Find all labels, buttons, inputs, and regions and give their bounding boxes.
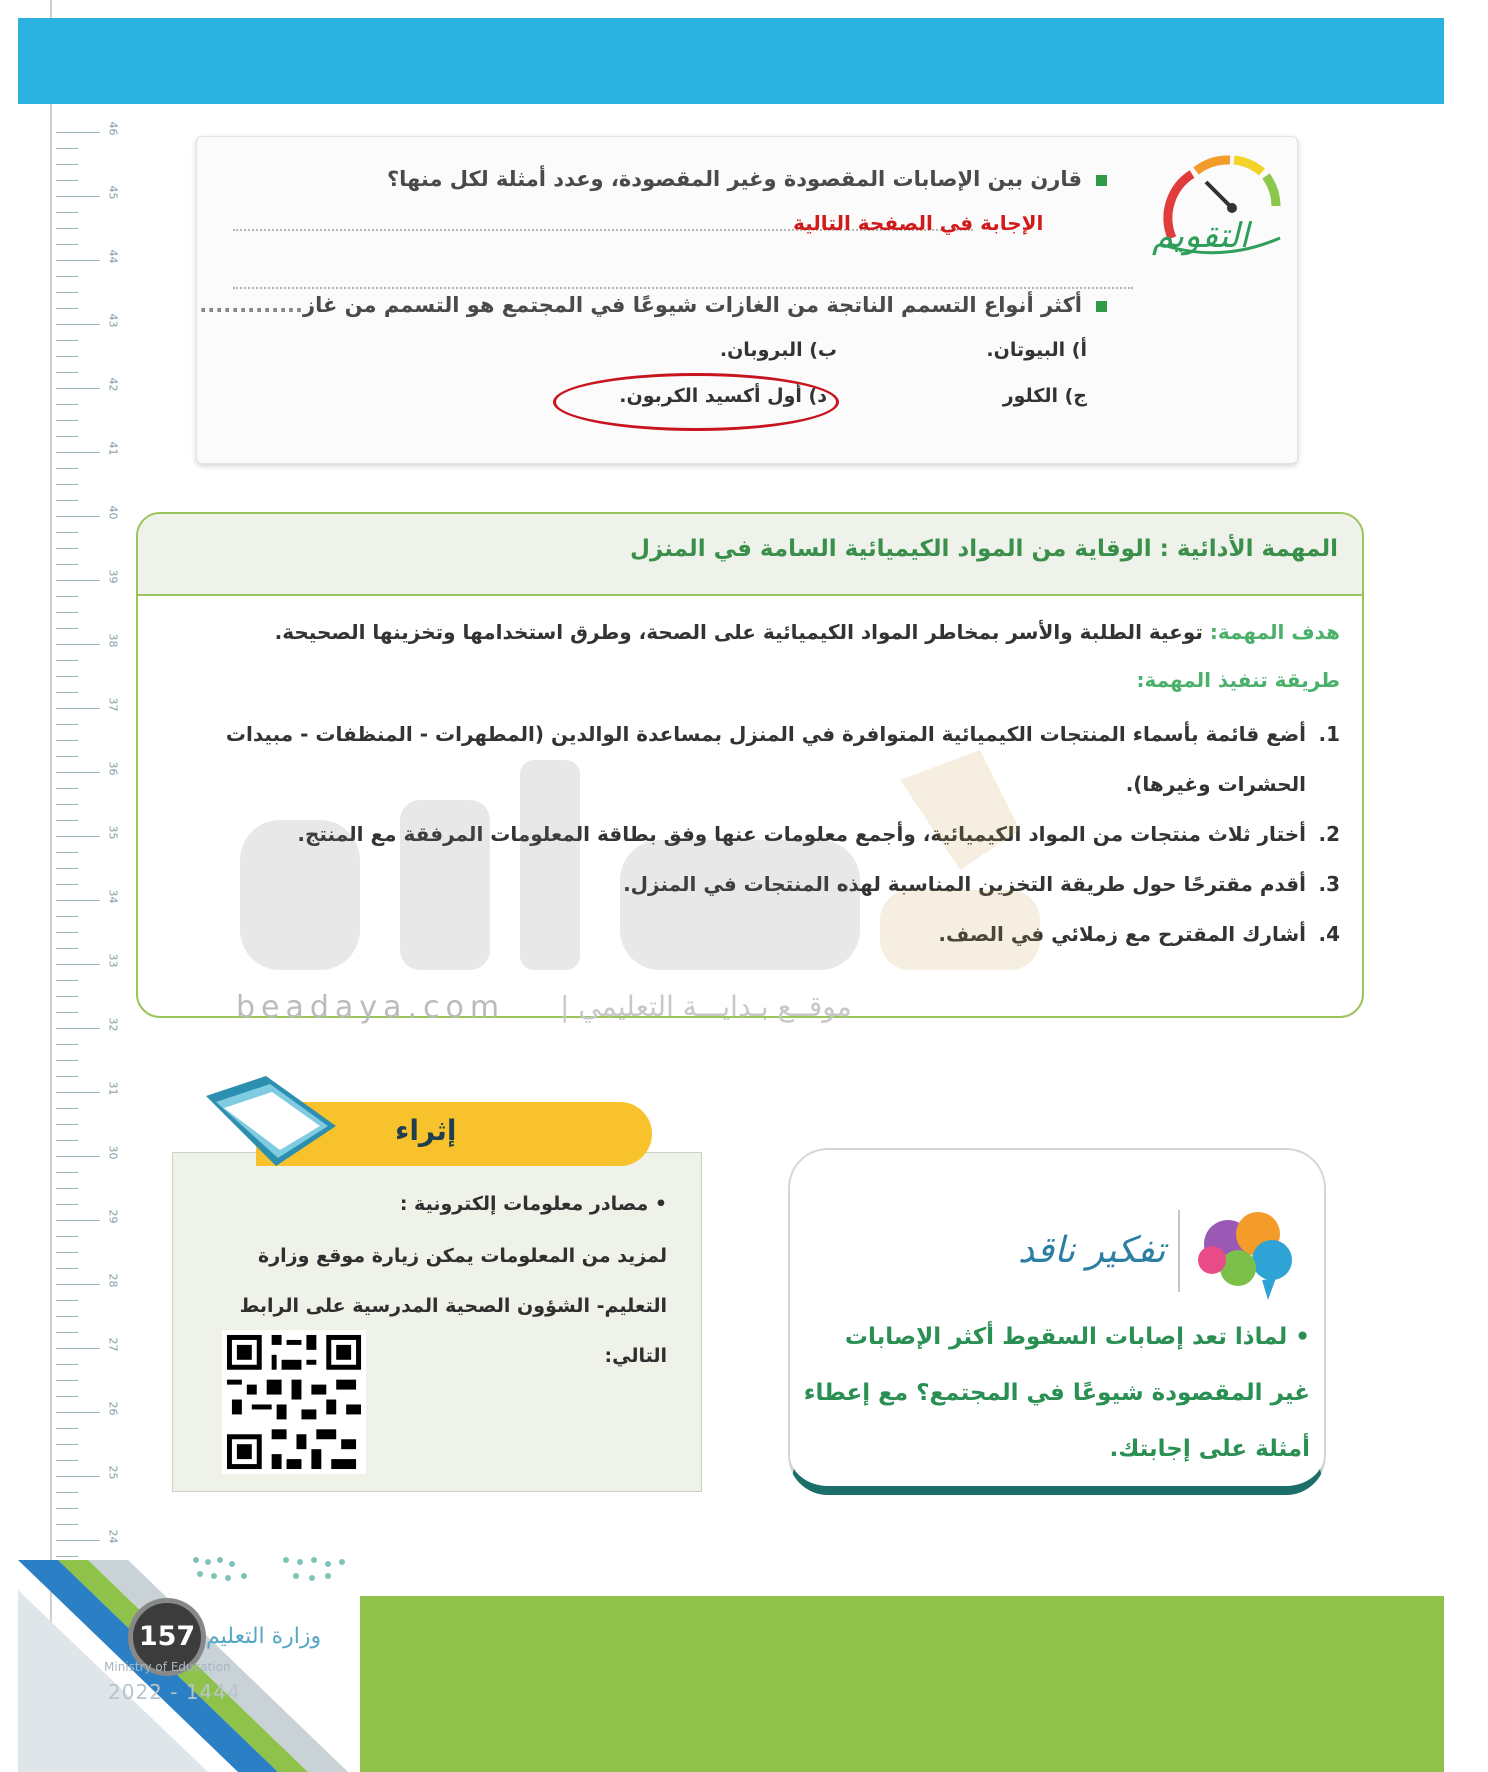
- ruler-number: 28: [106, 1273, 120, 1288]
- ruler-tick: [56, 276, 78, 277]
- ruler-tick: [56, 1236, 78, 1237]
- page-ruler: [56, 110, 126, 1550]
- ruler-tick: [56, 1540, 100, 1541]
- ruler-tick: [56, 164, 78, 165]
- ruler-tick: [56, 964, 100, 965]
- ruler-tick: [56, 804, 78, 805]
- ruler-tick: [56, 1492, 78, 1493]
- ruler-tick: [56, 900, 100, 901]
- vision-logo-icon: [186, 1550, 356, 1596]
- ruler-tick: [56, 1476, 100, 1477]
- assessment-question-2: أكثر أنواع التسمم الناتجة من الغازات شيوعًا في المجتمع هو التسمم من غاز.............: [199, 293, 1107, 317]
- ruler-tick: [56, 772, 100, 773]
- ruler-number: 46: [106, 121, 120, 136]
- square-bullet-icon: [1096, 175, 1107, 186]
- ruler-number: 38: [106, 633, 120, 648]
- ruler-number: 43: [106, 313, 120, 328]
- ruler-tick: [56, 180, 78, 181]
- ruler-tick: [56, 308, 78, 309]
- ruler-tick: [56, 340, 78, 341]
- ruler-tick: [56, 580, 100, 581]
- ruler-tick: [56, 1092, 100, 1093]
- ruler-tick: [56, 372, 78, 373]
- ruler-tick: [56, 1332, 78, 1333]
- ruler-tick: [56, 1252, 78, 1253]
- task-goal-label: هدف المهمة:: [1209, 620, 1340, 644]
- task-step-continued: الحشرات وغيرها).: [1125, 772, 1306, 796]
- assessment-box: [196, 136, 1298, 464]
- ruler-tick: [56, 1108, 78, 1109]
- ruler-tick: [56, 1060, 78, 1061]
- top-banner: [18, 18, 1444, 104]
- ruler-tick: [56, 260, 100, 261]
- footer-band: [360, 1596, 1444, 1772]
- enrichment-title: إثراء: [395, 1114, 457, 1147]
- option-a: أ) البيوتان.: [986, 339, 1087, 361]
- ruler-number: 26: [106, 1401, 120, 1416]
- task-method-label: طريقة تنفيذ المهمة:: [1136, 668, 1340, 692]
- critical-thinking-line: أمثلة على إجابتك.: [1109, 1436, 1310, 1462]
- ruler-tick: [56, 324, 100, 325]
- ruler-tick: [56, 948, 78, 949]
- ruler-tick: [56, 212, 78, 213]
- ministry-name: وزارة التعليم: [206, 1624, 322, 1649]
- answer-line: [233, 287, 1133, 289]
- ruler-number: 39: [106, 569, 120, 584]
- ruler-tick: [56, 1412, 100, 1413]
- assessment-question-1: قارن بين الإصابات المقصودة وغير المقصودة، وعدد أمثلة لكل منها؟: [387, 167, 1107, 191]
- ruler-tick: [56, 788, 78, 789]
- ruler-tick: [56, 820, 78, 821]
- ruler-tick: [56, 532, 78, 533]
- ruler-number: 37: [106, 697, 120, 712]
- ruler-number: 27: [106, 1337, 120, 1352]
- ruler-number: 34: [106, 889, 120, 904]
- assessment-label: التقويم: [1152, 216, 1249, 256]
- correct-answer-circle: [553, 373, 839, 431]
- enrichment-line: • مصادر معلومات إلكترونية :: [399, 1193, 667, 1215]
- option-b: ب) البروبان.: [719, 339, 837, 361]
- ruler-tick: [56, 628, 78, 629]
- ruler-tick: [56, 196, 100, 197]
- ruler-tick: [56, 1156, 100, 1157]
- ruler-tick: [56, 1188, 78, 1189]
- ruler-tick: [56, 1028, 100, 1029]
- ruler-number: 29: [106, 1209, 120, 1224]
- ruler-tick: [56, 980, 78, 981]
- brain-icon: [1192, 1204, 1302, 1304]
- ruler-tick: [56, 1140, 78, 1141]
- ruler-tick: [56, 868, 78, 869]
- ruler-tick: [56, 1428, 78, 1429]
- ruler-tick: [56, 644, 100, 645]
- ruler-tick: [56, 1524, 78, 1525]
- ruler-tick: [56, 708, 100, 709]
- ruler-tick: [56, 436, 78, 437]
- enrichment-line: لمزيد من المعلومات يمكن زيارة موقع وزارة: [257, 1245, 667, 1267]
- task-goal-text: توعية الطلبة والأسر بمخاطر المواد الكيميائية على الصحة، وطرق استخدامها وتخزينها الصحيحة.: [274, 620, 1203, 644]
- ruler-number: 25: [106, 1465, 120, 1480]
- ruler-tick: [56, 1076, 78, 1077]
- ruler-tick: [56, 1508, 78, 1509]
- critical-thinking-line: • لماذا تعد إصابات السقوط أكثر الإصابات: [844, 1324, 1310, 1350]
- ruler-number: 41: [106, 441, 120, 456]
- ruler-tick: [56, 132, 100, 133]
- ruler-number: 30: [106, 1145, 120, 1160]
- ruler-tick: [56, 1268, 78, 1269]
- ruler-number: 45: [106, 185, 120, 200]
- ruler-tick: [56, 452, 100, 453]
- option-c: ج) الكلور: [1002, 385, 1087, 407]
- ruler-tick: [56, 404, 78, 405]
- ruler-tick: [56, 548, 78, 549]
- critical-thinking-title: تفكير ناقد: [1018, 1230, 1166, 1271]
- ruler-number: 40: [106, 505, 120, 520]
- ruler-tick: [56, 292, 78, 293]
- ruler-tick: [56, 596, 78, 597]
- task-goal: [275, 618, 1340, 646]
- ruler-tick: [56, 420, 78, 421]
- ruler-tick: [56, 836, 100, 837]
- ruler-tick: [56, 996, 78, 997]
- ruler-tick: [56, 1396, 78, 1397]
- gauge-icon: [1150, 146, 1290, 276]
- ruler-number: 31: [106, 1081, 120, 1096]
- crop-line: [50, 0, 52, 1772]
- ruler-tick: [56, 148, 78, 149]
- task-step: 1.أضع قائمة بأسماء المنتجات الكيميائية المتوافرة في المنزل بمساعدة الوالدين (المطهرات - المنظفات - مبيدات: [225, 722, 1340, 746]
- ruler-tick: [56, 1348, 100, 1349]
- ruler-tick: [56, 1204, 78, 1205]
- ruler-number: 42: [106, 377, 120, 392]
- ruler-tick: [56, 228, 78, 229]
- ruler-tick: [56, 884, 78, 885]
- ruler-tick: [56, 676, 78, 677]
- ruler-tick: [56, 516, 100, 517]
- task-step: 4.أشارك المقترح مع زملائي في الصف.: [938, 922, 1340, 946]
- ruler-tick: [56, 1044, 78, 1045]
- ruler-tick: [56, 1460, 78, 1461]
- option-d: د) أول أكسيد الكربون.: [619, 385, 827, 407]
- ruler-tick: [56, 388, 100, 389]
- ruler-number: 32: [106, 1017, 120, 1032]
- ruler-tick: [56, 932, 78, 933]
- enrichment-line: التعليم- الشؤون الصحية المدرسية على الرابط: [239, 1295, 667, 1317]
- task-title: المهمة الأدائية : الوقاية من المواد الكيميائية السامة في المنزل: [629, 536, 1338, 562]
- ruler-tick: [56, 1284, 100, 1285]
- year-label: 2022 - 1444: [108, 1680, 241, 1704]
- ruler-tick: [56, 756, 78, 757]
- page-number: 157: [138, 1621, 196, 1652]
- ruler-number: 33: [106, 953, 120, 968]
- ruler-number: 24: [106, 1529, 120, 1544]
- task-step: 2.أختار ثلاث منتجات من المواد الكيميائية، وأجمع معلومات عنها وفق بطاقة المعلومات المرفقة مع المنتج.: [297, 822, 1340, 846]
- watermark-url: beadaya.com: [236, 990, 506, 1025]
- task-header: [138, 514, 1362, 596]
- watermark-site-name: موقــع بـدايـــة التعليمي |: [560, 990, 852, 1023]
- ruler-tick: [56, 692, 78, 693]
- ruler-tick: [56, 1220, 100, 1221]
- ruler-tick: [56, 1012, 78, 1013]
- ruler-tick: [56, 724, 78, 725]
- ministry-english-name: Ministry of Education: [104, 1660, 231, 1674]
- critical-thinking-line: غير المقصودة شيوعًا في المجتمع؟ مع إعطاء: [803, 1380, 1310, 1406]
- ruler-tick: [56, 852, 78, 853]
- ruler-tick: [56, 1300, 78, 1301]
- enrichment-line: التالي:: [604, 1345, 667, 1367]
- answer-note: الإجابة في الصفحة التالية: [793, 211, 1044, 235]
- ruler-tick: [56, 1380, 78, 1381]
- divider: [1178, 1210, 1180, 1292]
- square-bullet-icon: [1096, 301, 1107, 312]
- book-icon: [196, 1066, 346, 1176]
- ruler-tick: [56, 916, 78, 917]
- ruler-tick: [56, 468, 78, 469]
- ruler-tick: [56, 1316, 78, 1317]
- ruler-tick: [56, 244, 78, 245]
- ruler-tick: [56, 500, 78, 501]
- qr-code[interactable]: [222, 1330, 366, 1474]
- ruler-tick: [56, 1172, 78, 1173]
- ruler-tick: [56, 1364, 78, 1365]
- ruler-tick: [56, 1124, 78, 1125]
- ruler-tick: [56, 564, 78, 565]
- ruler-tick: [56, 612, 78, 613]
- ruler-number: 36: [106, 761, 120, 776]
- ruler-number: 44: [106, 249, 120, 264]
- ruler-tick: [56, 660, 78, 661]
- ruler-number: 35: [106, 825, 120, 840]
- ruler-tick: [56, 356, 78, 357]
- ruler-tick: [56, 484, 78, 485]
- task-step: 3.أقدم مقترحًا حول طريقة التخزين المناسبة لهذه المنتجات في المنزل.: [623, 872, 1340, 896]
- ruler-tick: [56, 740, 78, 741]
- ruler-tick: [56, 1444, 78, 1445]
